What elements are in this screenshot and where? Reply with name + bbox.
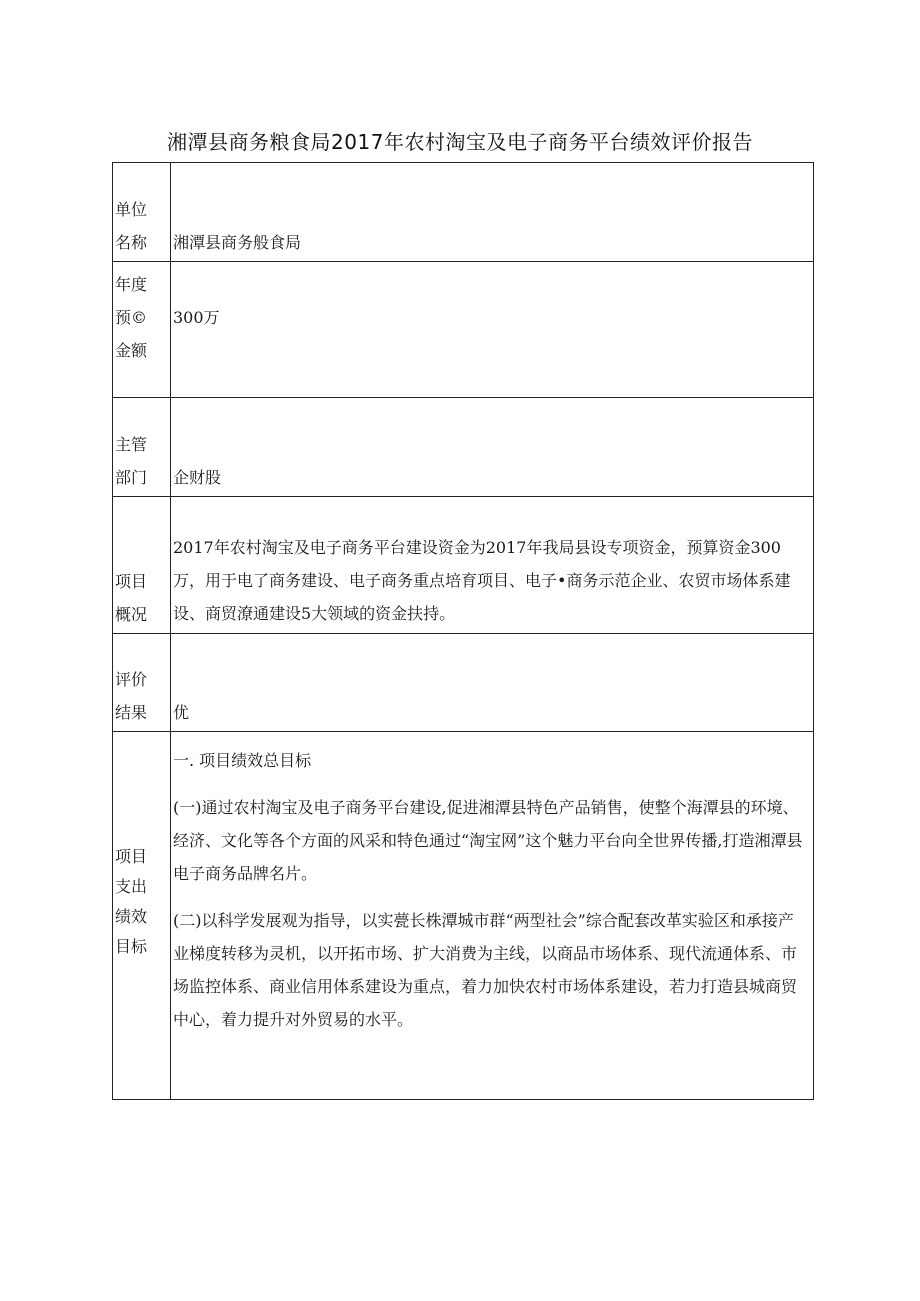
label-line: 项目	[115, 572, 148, 591]
label-unit-name	[113, 163, 171, 262]
label-line: 绩效	[115, 907, 148, 926]
label-line: 单位	[115, 200, 148, 219]
label-project-overview	[113, 497, 171, 634]
value-annual-budget: 300万	[171, 262, 814, 398]
value-evaluation-result: 优	[171, 634, 814, 732]
document-title: 湘潭县商务粮食局2017年农村淘宝及电子商务平台绩效评价报告	[167, 130, 753, 154]
value-department: 企财股	[171, 398, 814, 497]
row-performance-goals	[113, 732, 814, 1100]
row-annual-budget	[113, 262, 814, 398]
label-line: 主管	[115, 435, 148, 454]
value-unit-name: 湘潭县商务般食局	[171, 163, 814, 262]
label-annual-budget	[113, 262, 171, 398]
label-line: 目标	[115, 937, 148, 956]
row-department	[113, 398, 814, 497]
value-performance-goals	[171, 732, 814, 1100]
label-line: 名称	[115, 233, 148, 252]
label-evaluation-result	[113, 634, 171, 732]
goals-paragraph-1: (一)通过农村淘宝及电子商务平台建设,促进湘潭县特色产品销售，使整个海潭县的环境、经济、文化等各个方面的风采和特色通过“淘宝网”这个魅力平台向全世界传播,打造湘潭县电子商务品牌名片。	[173, 798, 803, 883]
label-line: 评价	[115, 670, 148, 689]
label-line: 支出	[115, 877, 148, 896]
label-line: 概况	[115, 605, 148, 624]
row-project-overview	[113, 497, 814, 634]
label-line: 部门	[115, 468, 148, 487]
label-performance-goals	[113, 732, 171, 1100]
label-line: 年度	[115, 275, 148, 294]
row-unit-name	[113, 163, 814, 262]
goals-heading: 一. 项目绩效总目标	[173, 751, 312, 770]
label-line: 预©	[115, 308, 148, 327]
report-table	[112, 162, 814, 1100]
label-department	[113, 398, 171, 497]
label-line: 金额	[115, 341, 148, 360]
label-line: 结果	[115, 703, 148, 722]
goals-paragraph-2: (二)以科学发展观为指导，以实甍长株潭城市群“两型社会”综合配套改革实验区和承接产业梯度转移为灵机，以开拓市场、扩大消费为主线，以商品市场体系、现代流通体系、市场监控体系、商业信用体系建设为重点，着力加快农村市场体系建设，若力打造县城商贸中心，着力提升对外贸易的水平。	[173, 911, 798, 1029]
value-project-overview: 2017年农村淘宝及电子商务平台建设资金为2017年我局县设专项资金，预算资金300万，用于电了商务建设、电子商务重点培育项目、电子•商务示范企业、农贸市场体系建设、商贸潦通建设5大领域的资金扶持。	[171, 497, 814, 634]
label-line: 项目	[115, 847, 148, 866]
row-evaluation-result	[113, 634, 814, 732]
